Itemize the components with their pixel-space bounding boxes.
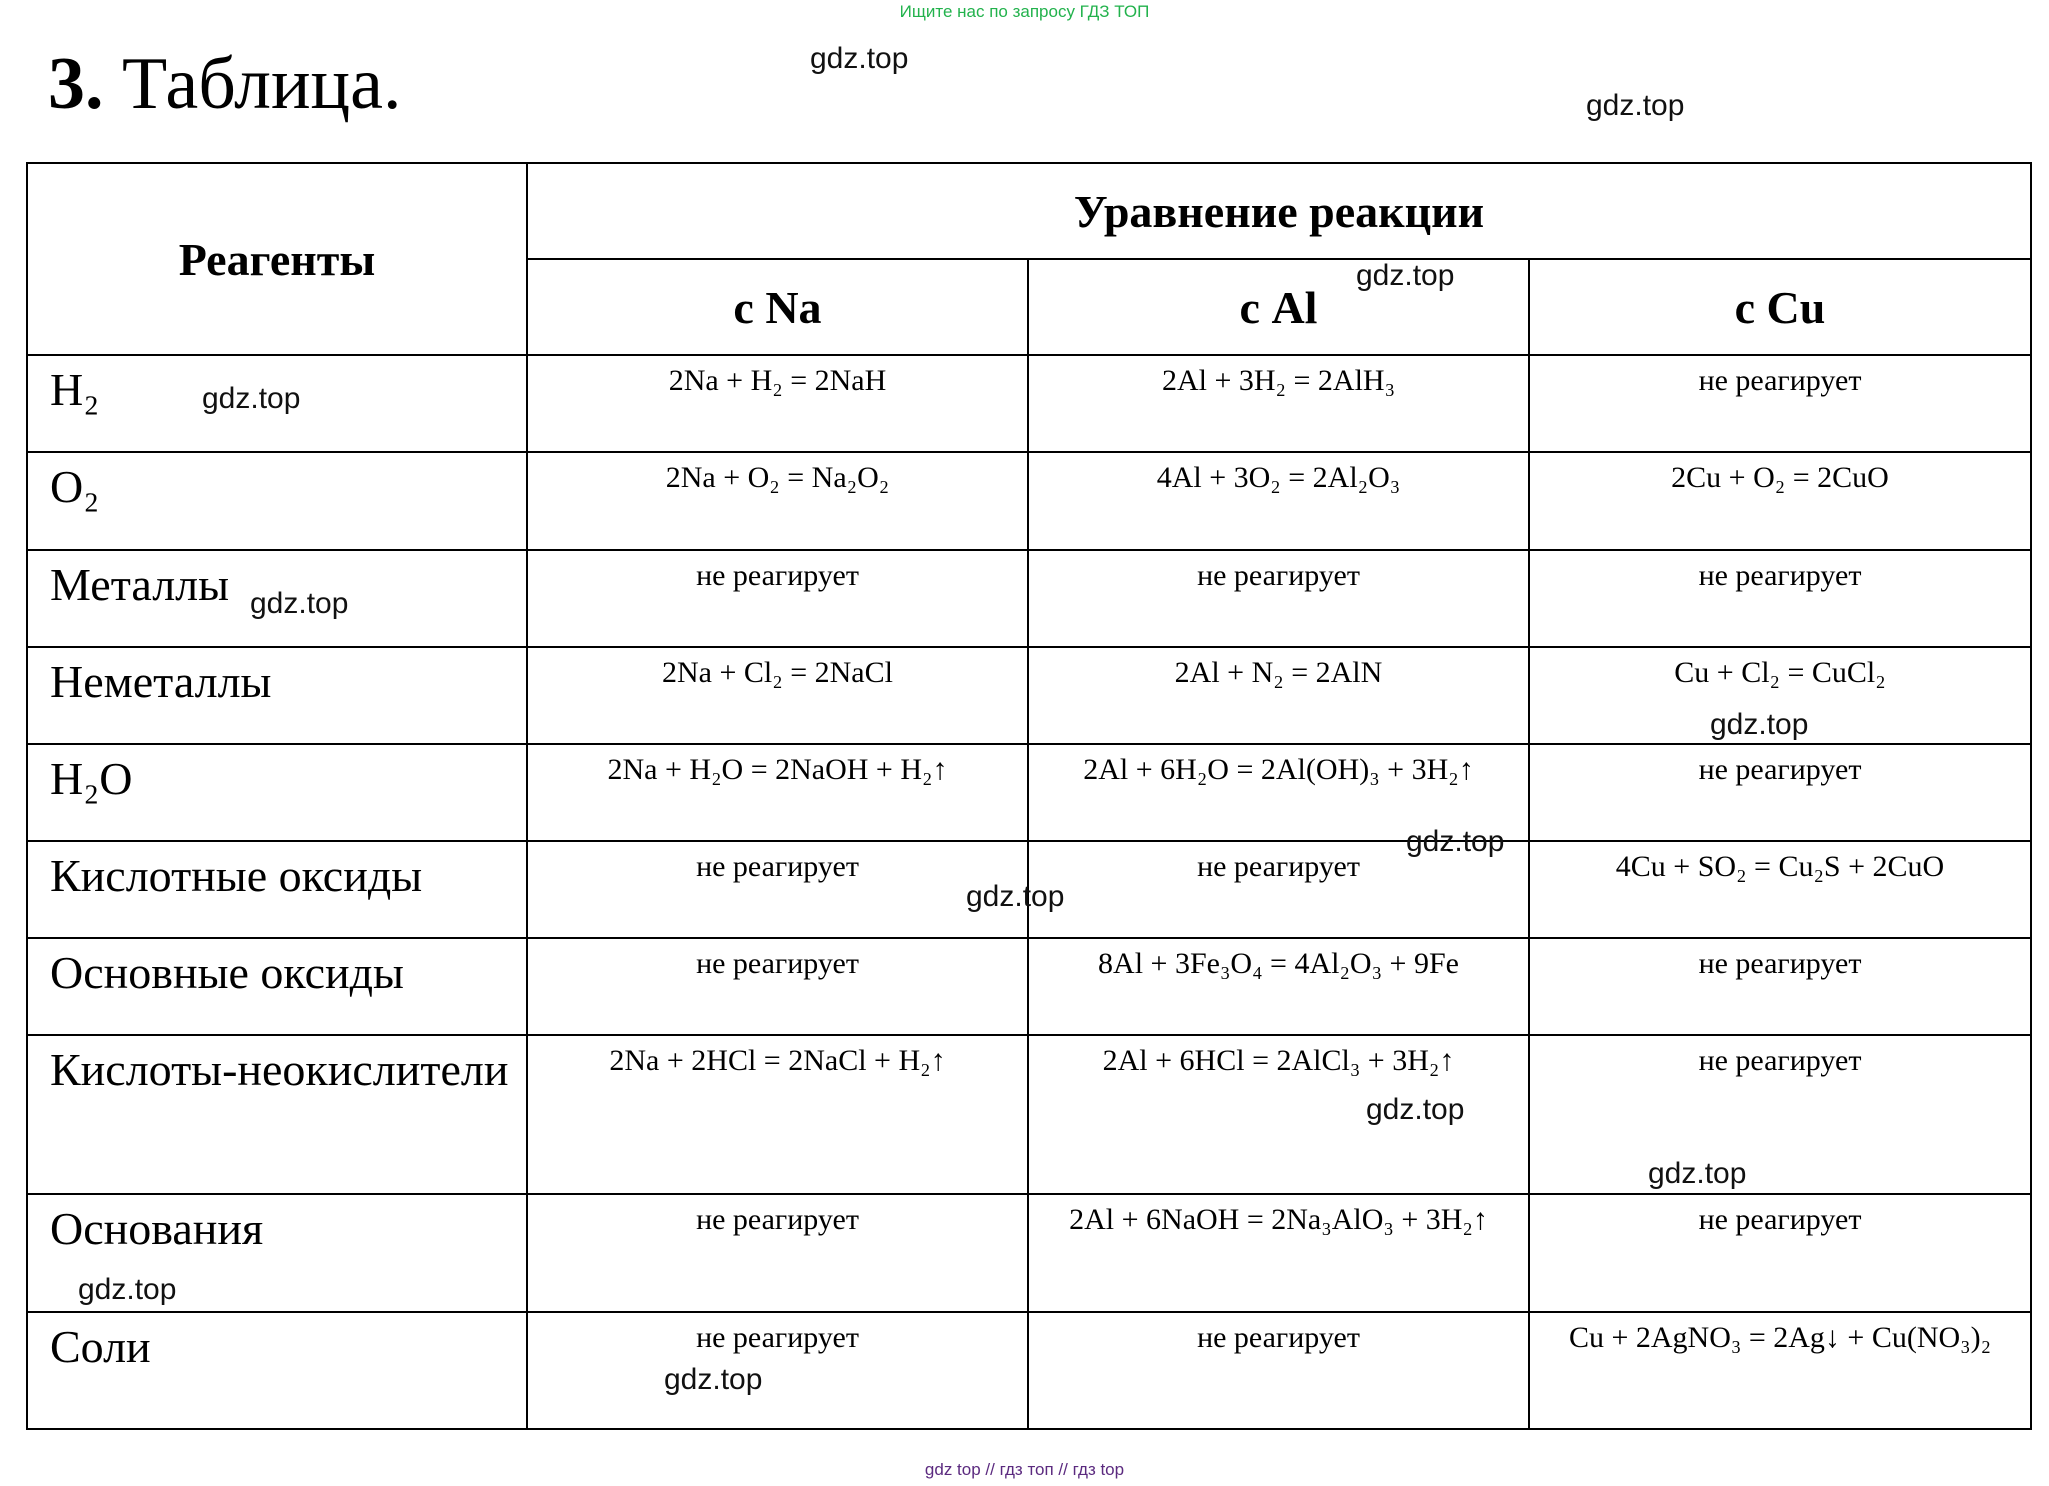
reaction-cell: не реагирует: [1028, 841, 1529, 938]
reaction-cell: 4Cu + SO₂ = Cu₂S + 2CuO: [1529, 841, 2031, 938]
table-row: [27, 938, 2031, 1035]
reagent-cell: O₂: [27, 452, 527, 549]
reaction-cell: не реагирует: [1028, 550, 1529, 647]
watermark: gdz.top: [1648, 1157, 1747, 1190]
reagent-cell: Основные оксиды: [27, 938, 527, 1035]
watermark: gdz.top: [202, 382, 301, 415]
watermark: gdz.top: [1586, 89, 1685, 122]
reaction-cell: 2Al + 3H₂ = 2AlH₃: [1028, 355, 1529, 452]
table-row: [27, 1194, 2031, 1312]
reagent-cell: H₂: [27, 355, 527, 452]
watermark: gdz.top: [1406, 825, 1505, 858]
reaction-cell: 2Na + H₂O = 2NaOH + H₂↑: [527, 744, 1028, 841]
reaction-cell: не реагирует: [527, 938, 1028, 1035]
watermark: gdz.top: [78, 1273, 177, 1306]
reaction-cell: не реагирует: [1529, 744, 2031, 841]
reaction-cell: 2Al + 6NaOH = 2Na₃AlO₃ + 3H₂↑: [1028, 1194, 1529, 1312]
reaction-cell: не реагирует: [1529, 550, 2031, 647]
header-equation: Уравнение реакции: [527, 163, 2031, 259]
reaction-cell: 2Na + Cl₂ = 2NaCl: [527, 647, 1028, 744]
reaction-cell: Cu + Cl₂ = CuCl₂: [1529, 647, 2031, 744]
reaction-cell: не реагирует: [527, 550, 1028, 647]
reaction-cell: 2Al + N₂ = 2AlN: [1028, 647, 1529, 744]
reaction-cell: 2Cu + O₂ = 2CuO: [1529, 452, 2031, 549]
watermark: gdz.top: [810, 42, 909, 75]
watermark: gdz.top: [664, 1363, 763, 1396]
reagent-cell: Металлы: [27, 550, 527, 647]
top-notice: Ищите нас по запросу ГДЗ ТОП: [899, 2, 1150, 21]
reaction-cell: 2Na + H₂ = 2NaH: [527, 355, 1028, 452]
reaction-cell: Cu + 2AgNO₃ = 2Ag↓ + Cu(NO₃)₂: [1529, 1312, 2031, 1429]
reagent-cell: Кислотные оксиды: [27, 841, 527, 938]
reaction-cell: не реагирует: [527, 1312, 1028, 1429]
task-number: 3.: [48, 43, 104, 125]
reaction-cell: 2Na + 2HCl = 2NaCl + H₂↑: [527, 1035, 1028, 1193]
footer: gdz top // гдз топ // гдз top: [924, 1460, 1125, 1479]
table-row: [27, 355, 2031, 452]
reagent-cell: Неметаллы: [27, 647, 527, 744]
header-col-na: с Na: [527, 259, 1028, 355]
title-text: Таблица.: [122, 43, 402, 125]
reaction-cell: не реагирует: [1529, 355, 2031, 452]
reaction-cell: 4Al + 3O₂ = 2Al₂O₃: [1028, 452, 1529, 549]
reaction-cell: 8Al + 3Fe₃O₄ = 4Al₂O₃ + 9Fe: [1028, 938, 1529, 1035]
header-row-top: [27, 163, 2031, 259]
page-title: [48, 38, 402, 130]
watermark: gdz.top: [1356, 259, 1455, 292]
reaction-cell: 2Al + 6H₂O = 2Al(OH)₃ + 3H₂↑: [1028, 744, 1529, 841]
reaction-cell: 2Al + 6HCl = 2AlCl₃ + 3H₂↑: [1028, 1035, 1529, 1193]
table-row: [27, 452, 2031, 549]
watermark: gdz.top: [250, 587, 349, 620]
reagent-cell: Основания: [27, 1194, 527, 1312]
header-reagents: Реагенты: [27, 163, 527, 355]
reagent-cell: H₂O: [27, 744, 527, 841]
reaction-cell: не реагирует: [527, 1194, 1028, 1312]
header-col-cu: с Cu: [1529, 259, 2031, 355]
table-row: [27, 1312, 2031, 1429]
reaction-cell: не реагирует: [1028, 1312, 1529, 1429]
reagent-cell: Соли: [27, 1312, 527, 1429]
reaction-cell: не реагирует: [1529, 938, 2031, 1035]
reaction-cell: не реагирует: [1529, 1035, 2031, 1193]
watermark: gdz.top: [1366, 1093, 1465, 1126]
reaction-cell: не реагирует: [1529, 1194, 2031, 1312]
header-col-al: с Al: [1028, 259, 1529, 355]
reaction-cell: не реагирует: [527, 841, 1028, 938]
watermark: gdz.top: [966, 880, 1065, 913]
table-row: [27, 744, 2031, 841]
reactions-table: [26, 162, 2032, 1430]
reaction-cell: 2Na + O₂ = Na₂O₂: [527, 452, 1028, 549]
watermark: gdz.top: [1710, 708, 1809, 741]
reagent-cell: Кислоты-неокислители: [27, 1035, 527, 1193]
